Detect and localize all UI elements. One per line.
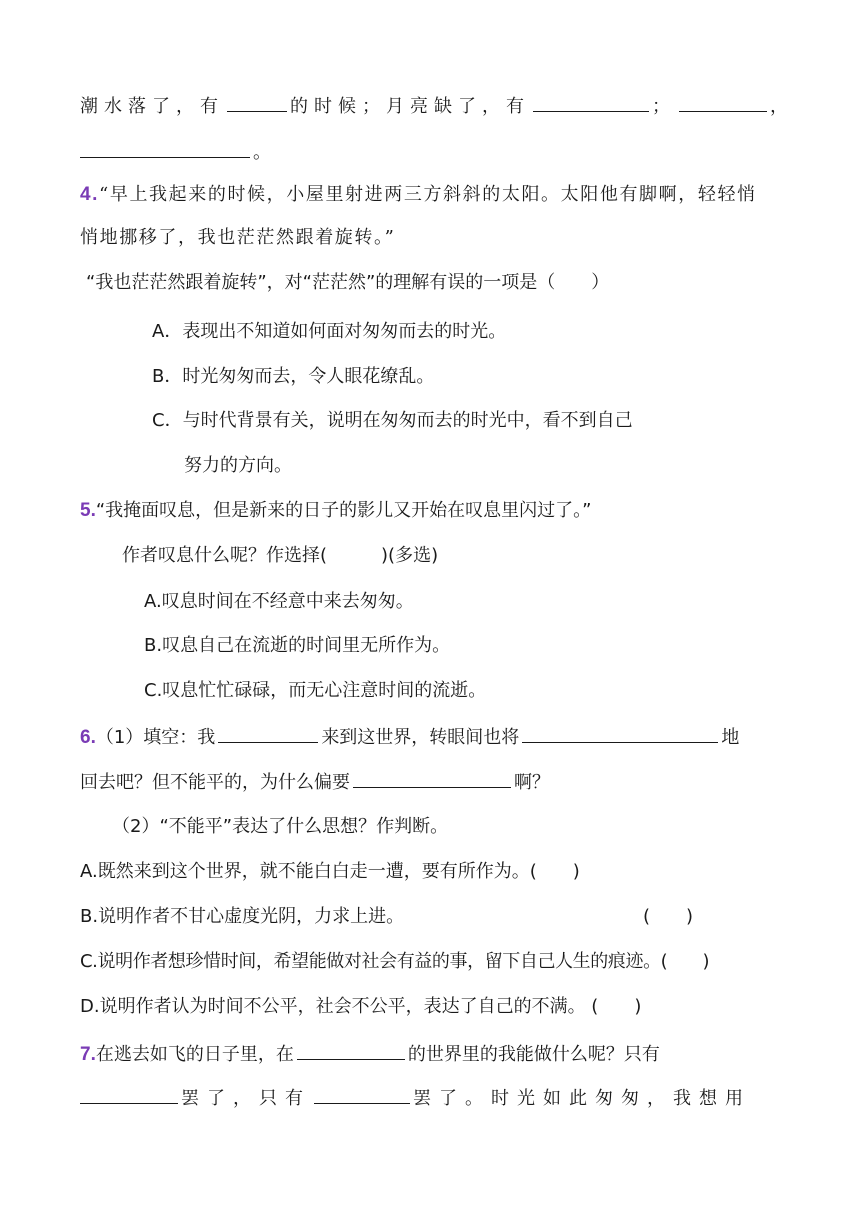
- q6-option-a[interactable]: [80, 859, 580, 885]
- text-segment: 的世界里的我能做什么呢？只有: [407, 1044, 660, 1065]
- fill-line-1: [80, 93, 794, 120]
- option-text: B.说明作者不甘心虚度光阴，力求上进。: [80, 906, 405, 927]
- text-segment: 来到这世界，转眼间也将: [321, 727, 520, 748]
- answer-blank[interactable]: [297, 1041, 405, 1060]
- option-text: B．时光匆匆而去，令人眼花缭乱。: [152, 366, 435, 387]
- text-segment: 的时候；月亮缺了，有: [290, 96, 530, 117]
- option-text: B.叹息自己在流逝的时间里无所作为。: [144, 635, 451, 656]
- fill-line-2: [80, 139, 271, 166]
- q7-line-2: [80, 1085, 751, 1112]
- question-number: 7.: [80, 1044, 96, 1065]
- q6-sub2-text: （2）“不能平”表达了什么思想？作判断。: [112, 816, 449, 837]
- q4-option-a[interactable]: [152, 319, 506, 345]
- answer-blank[interactable]: [353, 769, 511, 788]
- text-segment: 罢了。时光如此匆匆，我想用: [413, 1088, 751, 1109]
- answer-blank[interactable]: [533, 93, 649, 112]
- option-text: C．与时代背景有关，说明在匆匆而去的时光中，看不到自己: [152, 410, 633, 431]
- answer-blank[interactable]: [80, 1085, 178, 1104]
- text-segment: ，: [770, 96, 794, 117]
- q5-question: [122, 543, 438, 569]
- text-segment: 在逃去如飞的日子里，在: [95, 1044, 294, 1065]
- q6-option-b-paren[interactable]: [643, 904, 693, 930]
- q6-sub2: [112, 814, 448, 840]
- q4-ask: “我也茫茫然跟着旋转”，对“茫茫然”的理解有误的一项是（ ）: [86, 272, 610, 293]
- q6-line-2: [80, 769, 550, 796]
- option-text: D.说明作者认为时间不公平，社会不公平，表达了自己的不满。 ( ): [80, 996, 642, 1017]
- q4-line-2: [80, 225, 395, 251]
- answer-paren: ( ): [643, 906, 694, 927]
- option-text: C.说明作者想珍惜时间，希望能做对社会有益的事，留下自己人生的痕迹。( ): [80, 951, 710, 972]
- q7-line-1: [80, 1041, 660, 1068]
- q5-quote: “我掩面叹息，但是新来的日子的影儿又开始在叹息里闪过了。”: [95, 500, 592, 521]
- question-number: 4.: [80, 184, 100, 205]
- q4-option-c-cont: [184, 453, 292, 479]
- option-text: 努力的方向。: [184, 455, 292, 476]
- q4-quote: “早上我起来的时候，小屋里射进两三方斜斜的太阳。太阳他有脚啊，轻轻悄: [99, 184, 757, 205]
- text-segment: （1）填空：我: [95, 727, 216, 748]
- question-number: 5.: [80, 500, 96, 521]
- text-segment: 回去吧？但不能平的，为什么偏要: [80, 772, 350, 793]
- option-text: A.既然来到这个世界，就不能白白走一遭，要有所作为。( ): [80, 861, 580, 882]
- q5-option-c[interactable]: [144, 678, 486, 704]
- q5-option-b[interactable]: [144, 633, 450, 659]
- text-segment: 罢了，只有: [181, 1088, 311, 1109]
- q6-option-b[interactable]: [80, 904, 404, 930]
- q4-option-b[interactable]: [152, 364, 434, 390]
- q4-option-c[interactable]: [152, 408, 633, 434]
- q6-option-c[interactable]: [80, 949, 709, 975]
- answer-blank[interactable]: [80, 139, 250, 158]
- q6-line-1: [80, 724, 739, 751]
- answer-blank[interactable]: [522, 724, 718, 743]
- answer-blank[interactable]: [218, 724, 318, 743]
- text-segment: 啊？: [514, 772, 550, 793]
- option-text: C.叹息忙忙碌碌，而无心注意时间的流逝。: [144, 680, 487, 701]
- answer-blank[interactable]: [227, 93, 287, 112]
- question-number: 6.: [80, 727, 96, 748]
- q4-quote-cont: 悄地挪移了，我也茫茫然跟着旋转。”: [80, 227, 396, 248]
- option-text: A．表现出不知道如何面对匆匆而去的时光。: [152, 321, 507, 342]
- option-text: A.叹息时间在不经意中来去匆匆。: [144, 591, 414, 612]
- q5-option-a[interactable]: [144, 589, 414, 615]
- q6-option-d[interactable]: [80, 994, 641, 1020]
- q5-quote-line: [80, 498, 592, 524]
- q5-ask: 作者叹息什么呢？作选择( )(多选): [122, 545, 439, 566]
- text-segment: ；: [652, 96, 676, 117]
- q4-question: [86, 270, 609, 296]
- text-segment: 潮水落了，有: [80, 96, 224, 117]
- q4-line-1: [80, 182, 757, 208]
- text-segment: 。: [253, 142, 271, 163]
- answer-blank[interactable]: [314, 1085, 410, 1104]
- answer-blank[interactable]: [679, 93, 767, 112]
- text-segment: 地: [721, 727, 740, 748]
